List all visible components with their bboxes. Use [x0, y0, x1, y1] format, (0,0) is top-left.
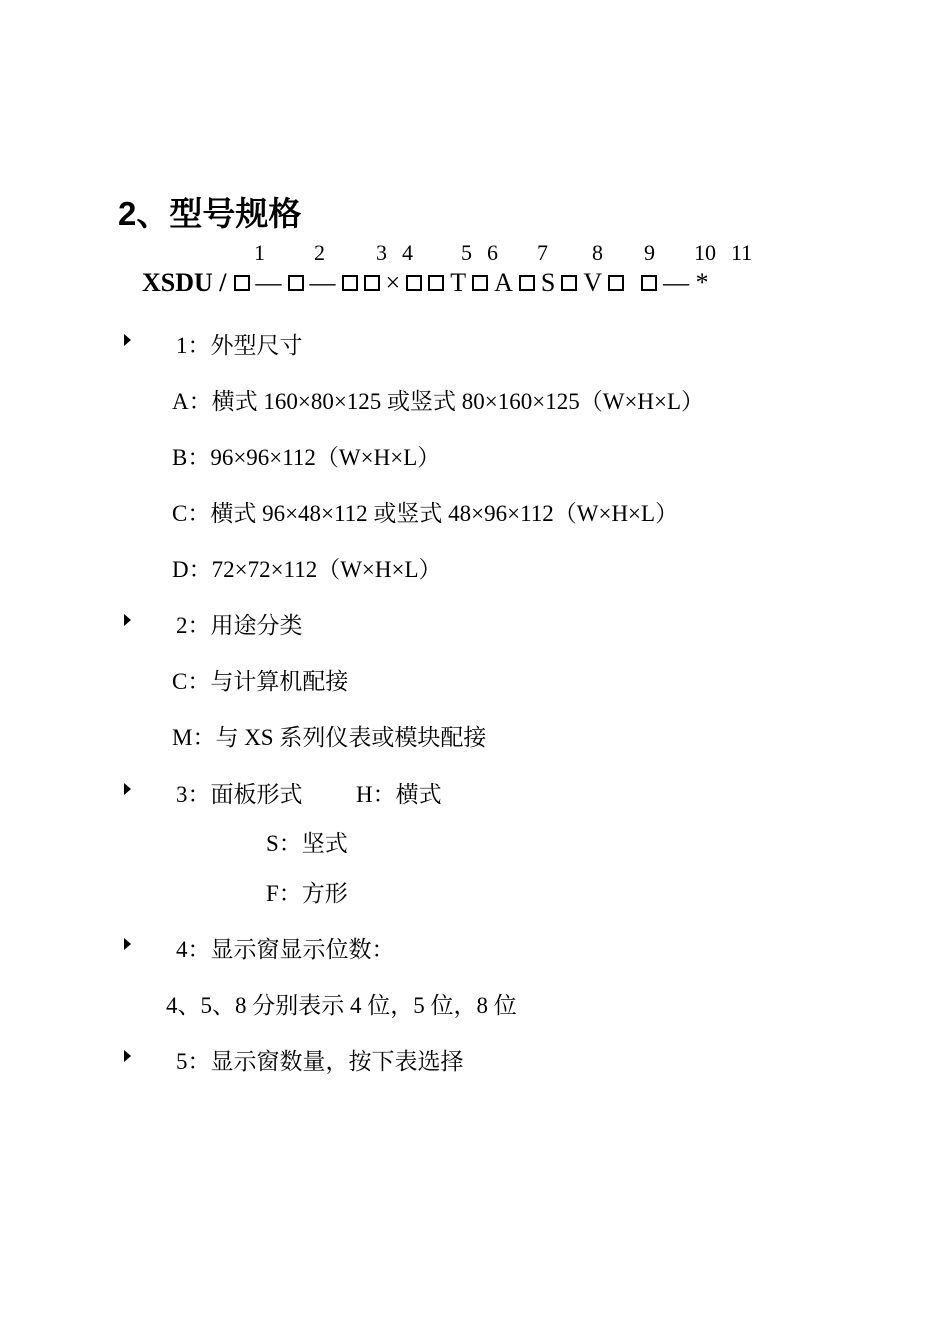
code-box [406, 275, 422, 291]
model-suffix: — * [663, 268, 709, 297]
field-number: 9 [644, 240, 655, 265]
spec-item-title: 5：显示窗数量，按下表选择 [176, 1049, 464, 1074]
dash: — [255, 268, 282, 297]
code-box [428, 275, 444, 291]
code-box [342, 275, 358, 291]
spec-item-title: 1：外型尺寸 [176, 333, 303, 358]
spec-item-title: 4：显示窗显示位数： [176, 937, 395, 962]
spec-option: 4、5、8 分别表示 4 位，5 位，8 位 [166, 993, 517, 1018]
bullet-icon [124, 938, 131, 950]
spec-option: C：横式 96×48×112 或竖式 48×96×112（W×H×L） [172, 501, 679, 526]
model-prefix: XSDU / [142, 268, 227, 297]
spec-option: H：横式 [356, 782, 442, 807]
bullet-icon [124, 614, 131, 626]
spec-option: S：坚式 [266, 831, 348, 856]
dash: — [309, 268, 336, 297]
code-box [288, 275, 304, 291]
code-box [561, 275, 577, 291]
code-box [608, 275, 624, 291]
code-letter: V [583, 268, 603, 297]
spec-item-title: 2：用途分类 [176, 613, 303, 638]
field-number: 8 [592, 240, 603, 265]
code-letter: T [450, 268, 467, 297]
code-box [641, 275, 657, 291]
bullet-icon [124, 334, 131, 346]
spec-option: D：72×72×112（W×H×L） [172, 557, 442, 582]
field-number: 3 [376, 240, 387, 265]
spec-option: F：方形 [266, 881, 348, 906]
spec-item-title: 3：面板形式 [176, 782, 303, 807]
field-number: 11 [731, 240, 753, 265]
spec-option: B：96×96×112（W×H×L） [172, 445, 441, 470]
field-number: 10 [694, 240, 716, 265]
code-letter: S [540, 268, 556, 297]
code-box [519, 275, 535, 291]
code-box [234, 275, 250, 291]
code-letter: A [494, 268, 513, 297]
field-number: 1 [254, 240, 265, 265]
field-number: 4 [402, 240, 413, 265]
bullet-icon [124, 1050, 131, 1062]
code-box [364, 275, 380, 291]
spec-option: M：与 XS 系列仪表或模块配接 [172, 725, 487, 750]
times-sign: × [385, 268, 401, 297]
field-number: 2 [314, 240, 325, 265]
field-number: 6 [487, 240, 498, 265]
spec-option: C：与计算机配接 [172, 669, 349, 694]
code-box [472, 275, 488, 291]
section-heading: 2、型号规格 [118, 195, 302, 232]
model-code [142, 268, 712, 298]
bullet-icon [124, 783, 131, 795]
field-number: 7 [537, 240, 548, 265]
spec-option: A：横式 160×80×125 或竖式 80×160×125（W×H×L） [172, 389, 705, 414]
field-number: 5 [461, 240, 472, 265]
